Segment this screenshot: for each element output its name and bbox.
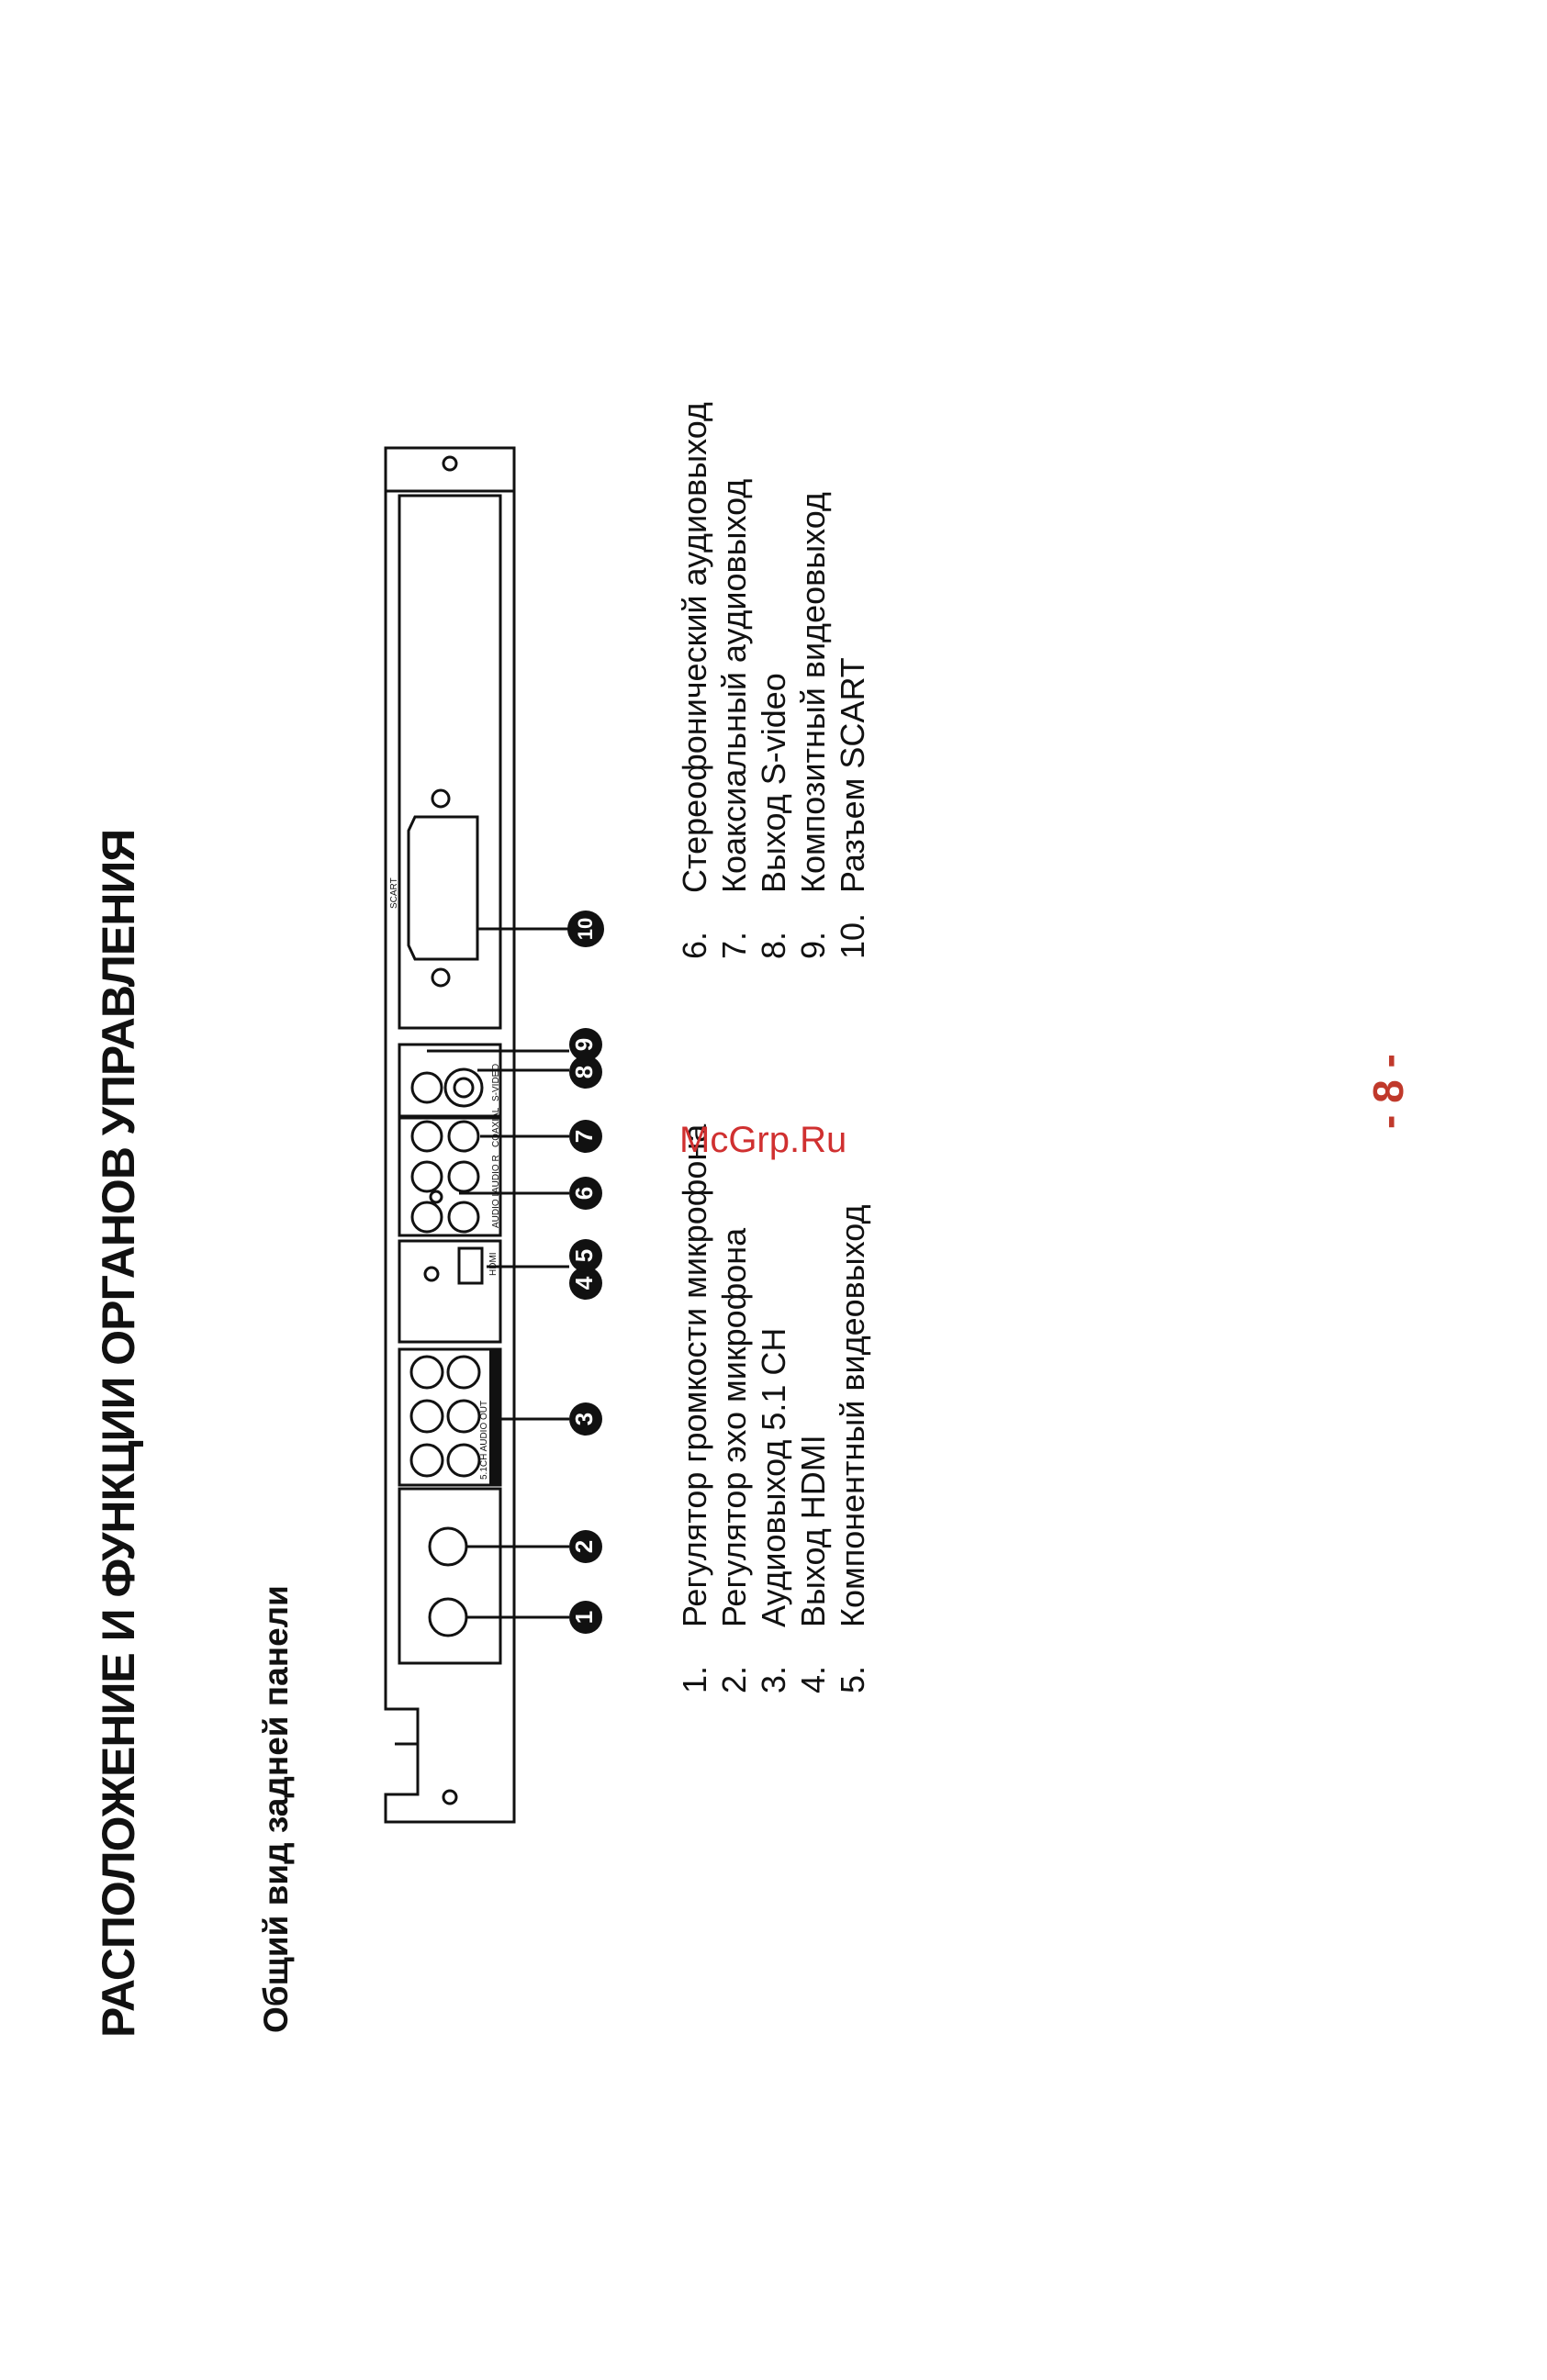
mic-section xyxy=(399,1489,500,1663)
list-item-number: 7. xyxy=(714,931,753,959)
list-item-text: Разъем SCART xyxy=(833,657,871,893)
section-subtitle: Общий вид задней панели xyxy=(257,1585,295,2033)
svg-text:6: 6 xyxy=(570,1186,598,1201)
svideo-jack xyxy=(445,1069,482,1106)
list-item xyxy=(714,1124,754,1693)
list-item xyxy=(754,1124,793,1693)
callout-2 xyxy=(569,1530,602,1563)
list-item-number: 1. xyxy=(675,1665,713,1693)
composite-jack xyxy=(412,1073,442,1102)
hdmi-port xyxy=(459,1248,482,1283)
svg-text:2: 2 xyxy=(570,1539,598,1554)
list-item-number: 6. xyxy=(675,931,713,959)
list-item-text: Выход HDMI xyxy=(793,1435,832,1627)
list-item-number: 8. xyxy=(754,931,792,959)
list-item-number: 9. xyxy=(793,931,832,959)
page-number: - 8 - xyxy=(1364,1054,1412,1129)
list-item-text: Аудиовыход 5.1 CH xyxy=(754,1327,792,1627)
svg-text:4: 4 xyxy=(570,1276,598,1291)
audio-l-jack xyxy=(449,1202,478,1232)
callout-9 xyxy=(569,1028,602,1061)
page-title: РАСПОЛОЖЕНИЕ И ФУНКЦИИ ОРГАНОВ УПРАВЛЕНИЯ xyxy=(93,829,144,2038)
ch51-panel-label: 5.1CH AUDIO OUT xyxy=(479,1400,489,1480)
list-item-text: Композитный видеовыход xyxy=(793,492,832,893)
callout-3 xyxy=(569,1402,602,1436)
audio-r-panel-label: AUDIO R xyxy=(491,1155,501,1193)
svg-text:7: 7 xyxy=(570,1129,598,1144)
list-item-number: 5. xyxy=(833,1665,871,1693)
list-item-text: Регулятор эхо микрофона xyxy=(714,1227,753,1627)
hdmi-section xyxy=(399,1241,500,1342)
list-item xyxy=(675,1124,714,1693)
callout-6 xyxy=(569,1177,602,1210)
legend-list-6-10 xyxy=(675,390,872,959)
list-item-text: Регулятор громкости микрофона xyxy=(675,1123,713,1627)
coaxial-jack xyxy=(449,1122,478,1151)
svg-text:1: 1 xyxy=(570,1610,598,1625)
mic-volume-knob xyxy=(430,1599,466,1636)
svg-text:5: 5 xyxy=(570,1248,598,1263)
list-item-text: Компонентный видеовыход xyxy=(833,1204,871,1627)
list-item xyxy=(675,390,714,959)
scart-connector xyxy=(409,817,477,959)
mic-echo-knob xyxy=(430,1528,466,1565)
svg-text:9: 9 xyxy=(570,1037,598,1052)
list-item xyxy=(793,1124,833,1693)
callout-1 xyxy=(569,1601,602,1634)
list-item-number: 3. xyxy=(754,1665,792,1693)
watermark: McGrp.Ru xyxy=(679,1120,847,1160)
svg-text:10: 10 xyxy=(574,917,597,941)
list-item xyxy=(833,1124,872,1693)
list-item xyxy=(793,390,833,959)
scart-section xyxy=(399,496,500,1028)
list-item xyxy=(754,390,793,959)
list-item-text: Выход S-video xyxy=(754,673,792,893)
svg-text:3: 3 xyxy=(570,1412,598,1426)
hdmi-panel-label: HDMI xyxy=(488,1252,499,1276)
svg-text:8: 8 xyxy=(570,1065,598,1079)
list-item xyxy=(833,390,872,959)
list-item xyxy=(714,390,754,959)
callout-10 xyxy=(567,911,604,947)
svideo-panel-label: S-VIDEO xyxy=(491,1063,501,1101)
audio-r-jack xyxy=(449,1162,478,1191)
callout-7 xyxy=(569,1120,602,1153)
list-item-number: 10. xyxy=(833,912,871,959)
audio-l-panel-label: AUDIO L xyxy=(491,1190,501,1228)
scart-panel-label: SCART xyxy=(389,877,399,909)
coaxial-panel-label: COAXIAL xyxy=(491,1107,501,1147)
list-item-text: Коаксиальный аудиовыход xyxy=(714,478,753,893)
list-item-number: 2. xyxy=(714,1665,753,1693)
list-item-text: Стереофонический аудиовыход xyxy=(675,402,713,893)
legend-list-1-5 xyxy=(675,1124,872,1693)
callout-5 xyxy=(569,1239,602,1272)
list-item-number: 4. xyxy=(793,1665,832,1693)
